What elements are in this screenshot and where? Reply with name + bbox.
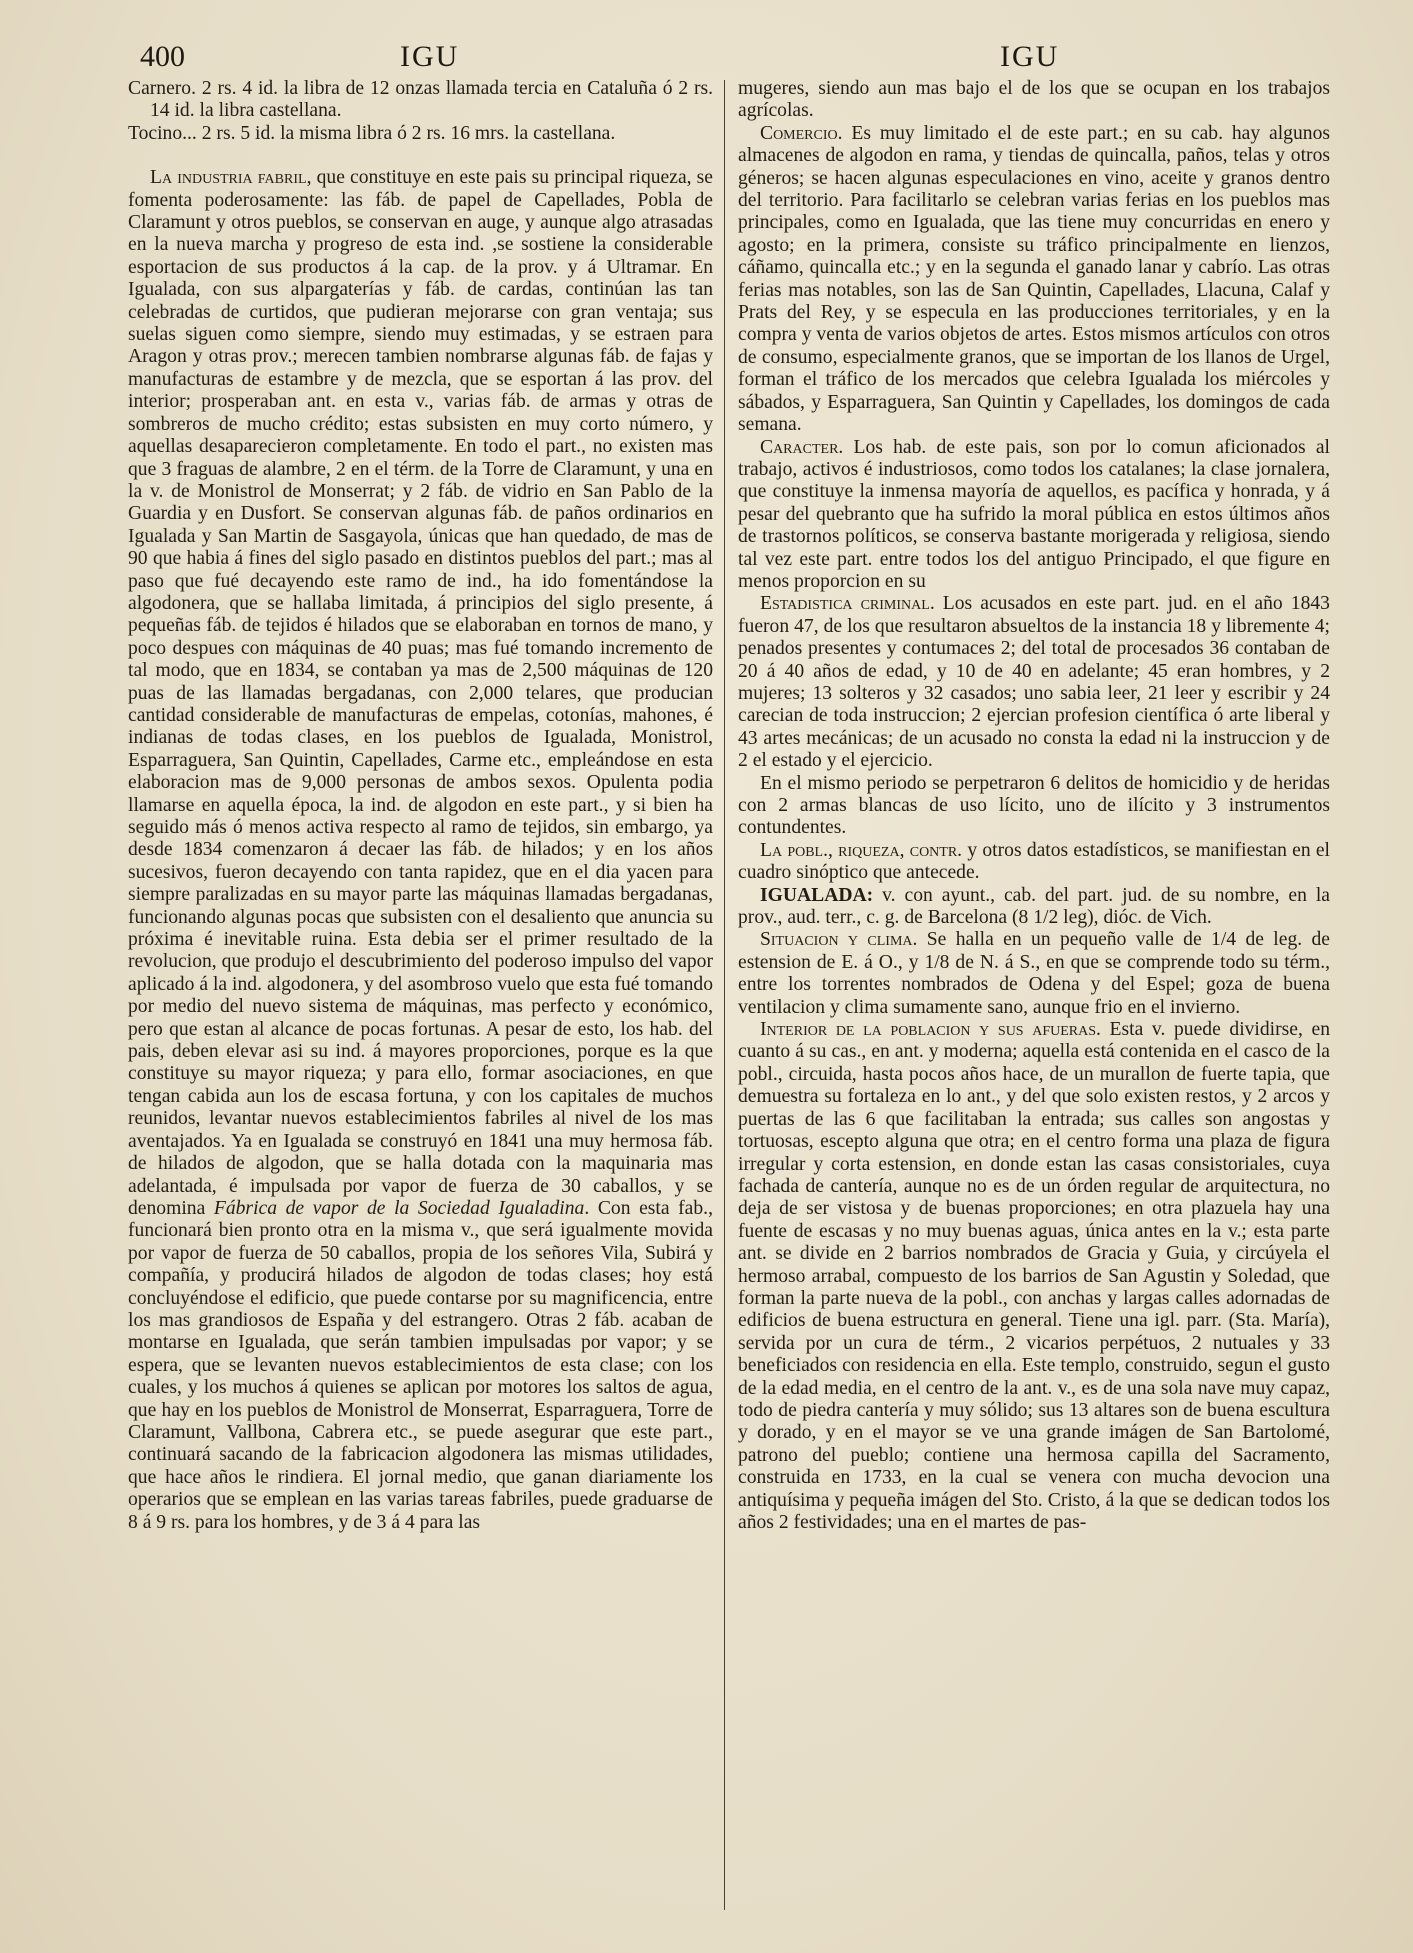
industria-text: , que constituye en este pais su principal riqueza, se fomenta poderosamente: las fáb. de papel de Capellades, Pobla de Claramunt y otros pueblos, se conservan en auge, y aunque algo atrasadas en la nueva marcha y progreso de esta ind. ,se sostiene la considerable esportacion de sus productos á la cap. de la prov. y á Ultramar. En Igualada, con sus alpargaterías y fáb. de cardas, continúan las tan celebradas de curtidos, que pudieran mejorarse con gran ventaja; sus suelas siguen como siempre, siendo muy estimadas, y se estraen para Aragon y otras prov.; merecen tambien nombrarse algunas fáb. de fajas y manufacturas de estambre y de mezcla, que se esportan á las prov. del interior; prosperaban ant. en esta v., varias fáb. de armas y otras de sombreros de mucho crédito; estas subsisten en muy corto número, y aquellas desaparecieron completamente. En todo el part., no existen mas que 3 fraguas de alambre, 2 en el térm. de la Torre de Claramunt, y una en la v. de Monistrol de Monserrat; y 2 fáb. de vidrio en San Pablo de la Guardia y en Dusfort. Se conservan algunas fáb. de paños ordinarios en Igualada y San Martin de Sasgayola, únicas que han quedado, de mas de 90 que habia á fines del siglo pasado en distintos pueblos del part.; mas al paso que fué decayendo este ramo de ind., ha ido fomentándose la algodonera, que se hallaba limitada, á principios del siglo presente, á pequeñas fáb. de tejidos é hilados que se elaboraban en tornos de mano, y poco despues con máquinas de 40 puas; mas fué tomando incremento de tal modo, que en 1834, se contaban ya mas de 2,500 máquinas de 120 puas de las llamadas bergadanas, con 2,000 telares, que producian cantidad considerable de manufacturas de empelas, cotonías, mahones, é indianas de todas clases, en los pueblos de Igualada, Monistrol, Esparraguera, San Quintin, Capellades, Carme etc., empleándose en esta elaboracion mas de 9,000 personas de ambos sexos. Opulenta podia llamarse en aquella época, la ind. de algodon en este part., y si bien ha seguido más ó menos activa respecto al ramo de tejidos, sin embargo, ya desde 1834 comenzaron á decaer las fáb. de hilados; y en los años sucesivos, fueron decayendo con tanta rapidez, que en el dia yacen para siempre paralizadas en su mayor parte las máquinas llamadas bergadanas, funcionando algunas pocas que subsisten con el desaliento que anuncia su próxima é inevitable ruina. Esta debia ser el primer resultado de la revolucion, que produjo el descubrimiento del poderoso impulso del vapor aplicado á la ind. algodonera, y del asombroso vuelo que esta fué tomando por medio del nuevo sistema de máquinas, mas perfecto y económico, pero que estan al alcance de pocas fortunas. A pesar de esto, los hab. del pais, deben elevar asi su ind. á mayores proporciones, porque es la que constituye su mayor riqueza; y para ello, formar asociaciones, en que tengan cabida aun los de escasa fortuna, y con los capitales de muchos reunidos, levantar nuevos establecimientos fabriles al nivel de los mas aventajados. Ya en Igualada se construyó en 1841 una muy hermosa fáb. de hilados de algodon, que se halla dotada con la maquinaria mas adelantada, é impulsada por vapor de fuerza de 30 caballos, y se denomina [128,167,714,1219]
situacion-paragraph [738,929,1330,1019]
situacion-heading: Situacion y clima. [760,929,918,951]
caracter-heading: Caracter. [760,436,844,458]
igualada-text: v. con ayunt., cab. del part. jud. de su nombre, en la prov., aud. terr., c. g. de Barcelona (8 1/2 leg), dióc. de Vich. [738,884,1330,929]
estadistica-heading: Estadistica criminal. [760,593,935,615]
estadistica-text: Los acusados en este part. jud. en el año 1843 fueron 47, de los que resultaron absueltos de la instancia 18 y libremente 4; penados presentes y contumaces 2; del total de procesados 36 contaban de 20 á 40 años de edad, y 10 de 40 en adelante; 45 eran hombres, y 2 mujeres; 13 solteros y 32 casados; uno sabia leer, 21 leer y escribir y 24 carecian de toda instruccion; 2 ejercian profesion científica ó arte liberal y 43 artes mecánicas; de un acusado no consta la edad ni la instruccion y de 2 el estado y el ejercicio. [738,593,1330,772]
caracter-text: Los hab. de este pais, son por lo comun aficionados al trabajo, activos é industriosos, como todos los catalanes; la clase jornalera, que constituye la inmensa mayoría de aquellos, es pacífica y honrada, y á pesar del quebranto que ha sufrido la moral pública en estos últimos años de trastornos políticos, se conserva bastante morigerada y religiosa, siendo tal vez este part. entre todos los del antiguo Principado, el que figure en menos proporcion en su [738,436,1330,592]
comercio-heading: Comercio. [760,122,843,144]
industria-text-2: . Con esta fab., funcionará bien pronto otra en la misma v., que será igualmente movida por vapor de fuerza de 50 caballos, propia de los señores Vila, Subirá y compañía, y producirá hilados de algodon de todas clases; hoy está concluyéndose el edificio, que puede contarse por su magnificencia, entre los mas grandiosos de España y del estrangero. Otras 2 fáb. acaban de montarse en Igualada, que serán tambien impulsadas por vapor; y se espera, que se levanten nuevos establecimientos de esta clase; con los cuales, y los muchos á quienes se aplican por motores los saltos de agua, que hay en los pueblos de Monistrol de Monserrat, Esparraguera, Torre de Claramunt, Vallbona, Cabrera etc., se puede asegurar que este part., continuará sacando de la fabricacion algodonera las mismas utilidades, que hace años le rindiera. El jornal medio, que ganan diariamente los operarios que se emplean en las varias tareas fabriles, puede graduarse de 8 á 9 rs. para los hombres, y de 3 á 4 para las [128,1197,713,1533]
price-line-carnero: Carnero. 2 rs. 4 id. la libra de 12 onzas llamada tercia en Cataluña ó 2 rs. 14 id. la libra castellana. [128,78,713,122]
page-header [140,40,1340,80]
estadistica-paragraph [738,593,1330,772]
interior-paragraph [738,1019,1330,1534]
situacion-text: Se halla en un pequeño valle de 1/4 de leg. de estension de E. á O., y 1/8 de N. á S., en que se comprende todo su térm., entre los torrentes nombrados de Odena y del Espel; goza de buena ventilacion y clima sumamente sano, aunque frio en el invierno. [738,929,1330,1018]
homicidio-paragraph: En el mismo periodo se perpetraron 6 delitos de homicidio y de heridas con 2 armas blancas de uso lícito, uno de ilícito y 3 instrumentos contundentes. [738,772,1330,839]
interior-heading: Interior de la poblacion y sus afueras. [760,1019,1101,1041]
industria-paragraph [128,167,713,1534]
caracter-paragraph [738,437,1330,594]
pobl-paragraph [738,840,1330,885]
running-head-right: IGU [1000,40,1060,73]
page-number: 400 [140,40,185,73]
spacer [128,145,713,167]
fabrica-name: Fábrica de vapor de la Sociedad Igualadina [213,1197,585,1219]
running-head-left: IGU [400,40,460,73]
igualada-paragraph [738,885,1330,930]
comercio-paragraph [738,123,1330,437]
right-column [738,78,1330,1534]
pobl-text: y otros datos estadísticos, se manifiestan en el cuadro sinóptico que antecede. [738,839,1331,884]
igualada-heading: IGUALADA: [760,884,874,906]
column-divider [724,80,725,1910]
left-column [128,78,713,1534]
pobl-heading: La pobl., riqueza, contr. [760,839,963,861]
interior-text: Esta v. puede dividirse, en cuanto á su cas., en ant. y moderna; aquella está contenida en el casco de la pobl., circuida, hasta pocos años hace, de un murallon de fuerte tapia, que demuestra su fortaleza en lo ant., y del que solo existen restos, y 2 arcos y puertas de las 6 que facilitaban la entrada; sus calles son angostas y tortuosas, escepto alguna que otra; en el centro forma una plaza de figura irregular y corta estension, en donde estan las casas consistoriales, cuya fachada de cantería, aunque no es de un órden regular de arquitectura, no deja de ser vistosa y de buenas proporciones; en otra plazuela hay una fuente de escasas y no muy buenas aguas, única antes en la v.; esta parte ant. se divide en 2 barrios nombrados de Gracia y Guia, y circúyela el hermoso arrabal, compuesto de los barrios de San Agustin y Soledad, que forman la parte nueva de la pobl., con anchas y largas calles adornadas de edificios de buena estructura en general. Tiene una igl. parr. (Sta. María), servida por un cura de térm., 2 vicarios perpétuos, 2 nutuales y 33 beneficiados con residencia en ella. Este templo, construido, segun el gusto de la edad media, en el centro de la ant. v., es de una sola nave muy capaz, todo de piedra cantería y muy sólido; sus 13 altares son de buena escultura y dorado, y en el mayor se ve una grande imágen de San Bartolomé, patrono del pueblo; contiene una hermosa capilla del Sacramento, construida en 1733, en la cual se venera con mucha devocion una antiquísima y pequeña imágen del Sto. Cristo, á la que se dedican todos los años 2 festividades; una en el martes de pas- [738,1019,1330,1533]
industria-heading: La industria fabril [150,167,307,189]
comercio-text: Es muy limitado el de este part.; en su cab. hay algunos almacenes de algodon en rama, y tiendas de quincalla, paños, telas y otros géneros; se hacen algunas especulaciones en vino, aceite y granos dentro del territorio. Para facilitarlo se celebran varias ferias en los pueblos mas principales, como en Igualada, que las tiene muy concurridas en enero y agosto; en la primera, consiste su tráfico principalmente en lienzos, cáñamo, quincalla etc.; y en la segunda el ganado lanar y cabrío. Las otras ferias mas notables, son las de San Quintin, Capellades, Llacuna, Calaf y Prats del Rey, y se especula en las producciones territoriales, y en la compra y venta de varios objetos de artes. Estos mismos artículos con otros de consumo, especialmente granos, que se importan de los llanos de Urgel, forman el tráfico de los mercados que celebra Igualada los miércoles y sábados, y Esparraguera, San Quintin y Capellades, los domingos de cada semana. [738,122,1330,436]
price-line-tocino: Tocino... 2 rs. 5 id. la misma libra ó 2 rs. 16 mrs. la castellana. [128,122,616,144]
continuation-paragraph: mugeres, siendo aun mas bajo el de los que se ocupan en los trabajos agrícolas. [738,78,1330,122]
